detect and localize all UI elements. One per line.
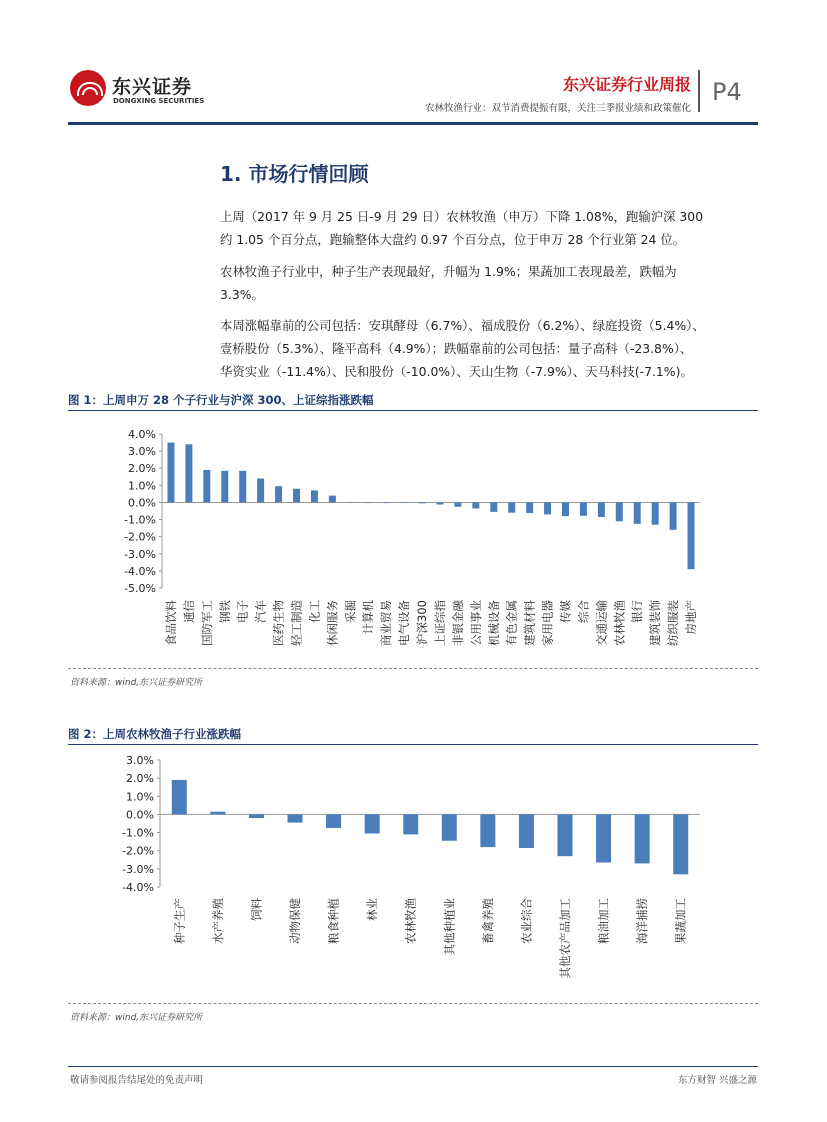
para2-line2: 3.3%。 — [220, 287, 264, 302]
y-tick-label: 0.0% — [126, 808, 154, 822]
logo-en-text: DONGXING SECURITIES — [113, 97, 205, 105]
category-label: 医药生物 — [271, 600, 286, 646]
bar-通信 — [185, 444, 192, 502]
category-label: 有色金属 — [504, 600, 519, 646]
y-tick-label: 2.0% — [126, 772, 154, 786]
category-label: 其他农产品加工 — [558, 898, 572, 979]
bar-农业综合 — [519, 814, 534, 848]
bar-纺织服装 — [670, 502, 677, 529]
y-tick-label: -2.0% — [124, 530, 156, 544]
category-label: 钢铁 — [217, 600, 232, 623]
paragraph-weekly-summary — [220, 205, 760, 251]
logo-cn-text: 东兴证券 — [112, 76, 193, 98]
category-label: 商业贸易 — [379, 600, 394, 646]
category-label: 果蔬加工 — [673, 898, 688, 944]
bar-非银金融 — [454, 502, 461, 506]
footer-rule — [68, 1066, 758, 1067]
bar-粮食种植 — [326, 814, 341, 828]
category-label: 农林牧渔 — [403, 898, 418, 944]
bar-机械设备 — [490, 502, 497, 511]
category-label: 上证综指 — [432, 600, 447, 646]
bar-建筑材料 — [526, 502, 533, 513]
bar-化工 — [311, 490, 318, 502]
bar-医药生物 — [275, 486, 282, 502]
bar-上证综指 — [436, 502, 443, 504]
bar-其他农产品加工 — [558, 814, 573, 856]
category-label: 畜禽养殖 — [480, 898, 495, 944]
category-label: 家用电器 — [540, 600, 555, 646]
category-label: 沪深300 — [415, 600, 430, 645]
bar-休闲服务 — [329, 496, 336, 503]
y-tick-label: -4.0% — [124, 564, 156, 578]
bar-轻工制造 — [293, 489, 300, 503]
category-label: 海洋捕捞 — [635, 898, 650, 944]
category-label: 通信 — [181, 600, 196, 623]
category-label: 粮油加工 — [596, 898, 611, 944]
y-tick-label: 4.0% — [128, 428, 156, 441]
footer-disclaimer: 敬请参阅报告结尾处的免责声明 — [70, 1075, 204, 1086]
category-label: 其他种植业 — [442, 898, 457, 956]
bar-粮油加工 — [596, 814, 611, 862]
para1-line2: 约 1.05 个百分点，跑输整体大盘约 0.97 个百分点，位于申万 28 个行业第 24 位。 — [220, 232, 686, 247]
page-number: P4 — [712, 78, 742, 106]
bar-汽车 — [257, 478, 264, 502]
figure1-bottom-rule — [68, 668, 758, 669]
category-label: 电子 — [235, 600, 250, 623]
category-label: 农林牧渔 — [612, 600, 627, 646]
category-label: 农业综合 — [519, 898, 534, 944]
bar-商业贸易 — [383, 502, 390, 503]
bar-交通运输 — [598, 502, 605, 517]
figure1-top-rule — [68, 410, 758, 411]
category-label: 粮食种植 — [326, 898, 341, 944]
category-label: 交通运输 — [594, 600, 609, 646]
category-label: 银行 — [630, 600, 645, 623]
category-label: 采掘 — [343, 600, 358, 623]
chart-agri-subsector-returns — [68, 746, 758, 1002]
y-tick-label: 0.0% — [128, 496, 156, 510]
chart-industry-returns — [68, 412, 758, 668]
y-tick-label: 2.0% — [128, 462, 156, 476]
bar-综合 — [580, 502, 587, 515]
bar-采掘 — [347, 502, 354, 503]
bar-建筑装饰 — [652, 502, 659, 524]
y-tick-label: -1.0% — [122, 826, 154, 840]
y-tick-label: 3.0% — [126, 754, 154, 767]
bar-沪深300 — [419, 502, 426, 503]
bar-果蔬加工 — [673, 814, 688, 874]
para3-line1: 本周涨幅靠前的公司包括：安琪酵母（6.7%）、福成股份（6.2%）、绿庭投资（5.4%）、 — [220, 318, 705, 333]
category-label: 机械设备 — [486, 600, 501, 646]
bar-国防军工 — [203, 470, 210, 503]
bar-海洋捕捞 — [635, 814, 650, 863]
figure1-title: 图 1：上周申万 28 个子行业与沪深 300、上证综指涨跌幅 — [68, 393, 374, 407]
bar-动物保健 — [288, 814, 303, 822]
category-label: 轻工制造 — [289, 600, 304, 646]
category-label: 计算机 — [361, 600, 376, 635]
bar-种子生产 — [172, 780, 187, 814]
category-label: 电气设备 — [397, 600, 412, 646]
bar-电子 — [239, 471, 246, 503]
y-tick-label: -2.0% — [122, 844, 154, 858]
bar-家用电器 — [544, 502, 551, 514]
category-label: 综合 — [576, 600, 591, 623]
category-label: 饲料 — [249, 898, 264, 921]
company-logo — [70, 70, 210, 110]
bar-食品饮料 — [167, 443, 174, 503]
y-tick-label: 1.0% — [128, 479, 156, 493]
para1-line1: 上周（2017 年 9 月 25 日-9 月 29 日）农林牧渔（申万）下降 1.08%，跑输沪深 300 — [220, 209, 704, 224]
y-tick-label: -3.0% — [122, 862, 154, 876]
y-tick-label: -1.0% — [124, 513, 156, 527]
report-subtitle: 农林牧渔行业：双节消费提振有限，关注三季报业绩和政策催化 — [424, 103, 691, 114]
y-tick-label: 3.0% — [128, 445, 156, 459]
section-title: 1. 市场行情回顾 — [220, 162, 369, 186]
bar-银行 — [634, 502, 641, 523]
logo-emblem-icon — [70, 70, 106, 106]
bar-其他种植业 — [442, 814, 457, 840]
bar-饲料 — [249, 814, 264, 818]
category-label: 种子生产 — [172, 898, 187, 944]
figure2-bottom-rule — [68, 1003, 758, 1004]
footer-slogan: 东方财智 兴盛之源 — [677, 1075, 757, 1086]
category-label: 国防军工 — [199, 600, 214, 646]
header-divider — [698, 70, 700, 112]
category-label: 建筑材料 — [522, 600, 537, 646]
category-label: 公用事业 — [468, 600, 483, 646]
category-label: 汽车 — [253, 600, 268, 623]
report-title: 东兴证券行业周报 — [562, 75, 691, 94]
bar-房地产 — [688, 502, 695, 569]
bar-公用事业 — [472, 502, 479, 508]
para2-line1: 农林牧渔子行业中，种子生产表现最好，升幅为 1.9%；果蔬加工表现最差，跌幅为 — [220, 264, 677, 279]
category-label: 建筑装饰 — [648, 600, 663, 646]
category-label: 动物保健 — [288, 898, 302, 944]
y-tick-label: -4.0% — [122, 881, 154, 894]
category-label: 房地产 — [684, 600, 699, 635]
para3-line2: 壹桥股份（5.3%）、隆平高科（4.9%）；跌幅靠前的公司包括：量子高科（-23.8%）、 — [220, 341, 693, 356]
paragraph-subsector — [220, 260, 760, 306]
bar-水产养殖 — [210, 812, 225, 815]
figure2-top-rule — [68, 744, 758, 745]
y-tick-label: -5.0% — [124, 582, 156, 595]
bar-电气设备 — [401, 502, 408, 503]
category-label: 传媒 — [558, 600, 573, 623]
category-label: 食品饮料 — [163, 600, 178, 646]
category-label: 非银金融 — [450, 600, 465, 646]
bar-计算机 — [365, 502, 372, 503]
category-label: 化工 — [307, 600, 322, 623]
y-tick-label: -3.0% — [124, 547, 156, 561]
bar-钢铁 — [221, 471, 228, 503]
bar-林业 — [365, 814, 380, 833]
category-label: 纺织服装 — [666, 600, 681, 646]
bar-有色金属 — [508, 502, 515, 512]
figure1-source: 资料来源：wind,东兴证券研究所 — [70, 678, 203, 688]
bar-农林牧渔 — [616, 502, 623, 521]
y-tick-label: 1.0% — [126, 790, 154, 804]
header-rule — [68, 122, 758, 125]
category-label: 休闲服务 — [325, 600, 340, 646]
bar-传媒 — [562, 502, 569, 516]
paragraph-top-movers — [220, 314, 760, 383]
para3-line3: 华资实业（-11.4%）、民和股份（-10.0%）、天山生物（-7.9%）、天马科技(-7.1%)。 — [220, 364, 693, 379]
figure2-title: 图 2：上周农林牧渔子行业涨跌幅 — [68, 727, 242, 741]
category-label: 林业 — [365, 898, 380, 921]
figure2-source: 资料来源：wind,东兴证券研究所 — [70, 1013, 203, 1023]
bar-畜禽养殖 — [480, 814, 495, 847]
bar-农林牧渔 — [403, 814, 418, 834]
category-label: 水产养殖 — [210, 898, 225, 944]
